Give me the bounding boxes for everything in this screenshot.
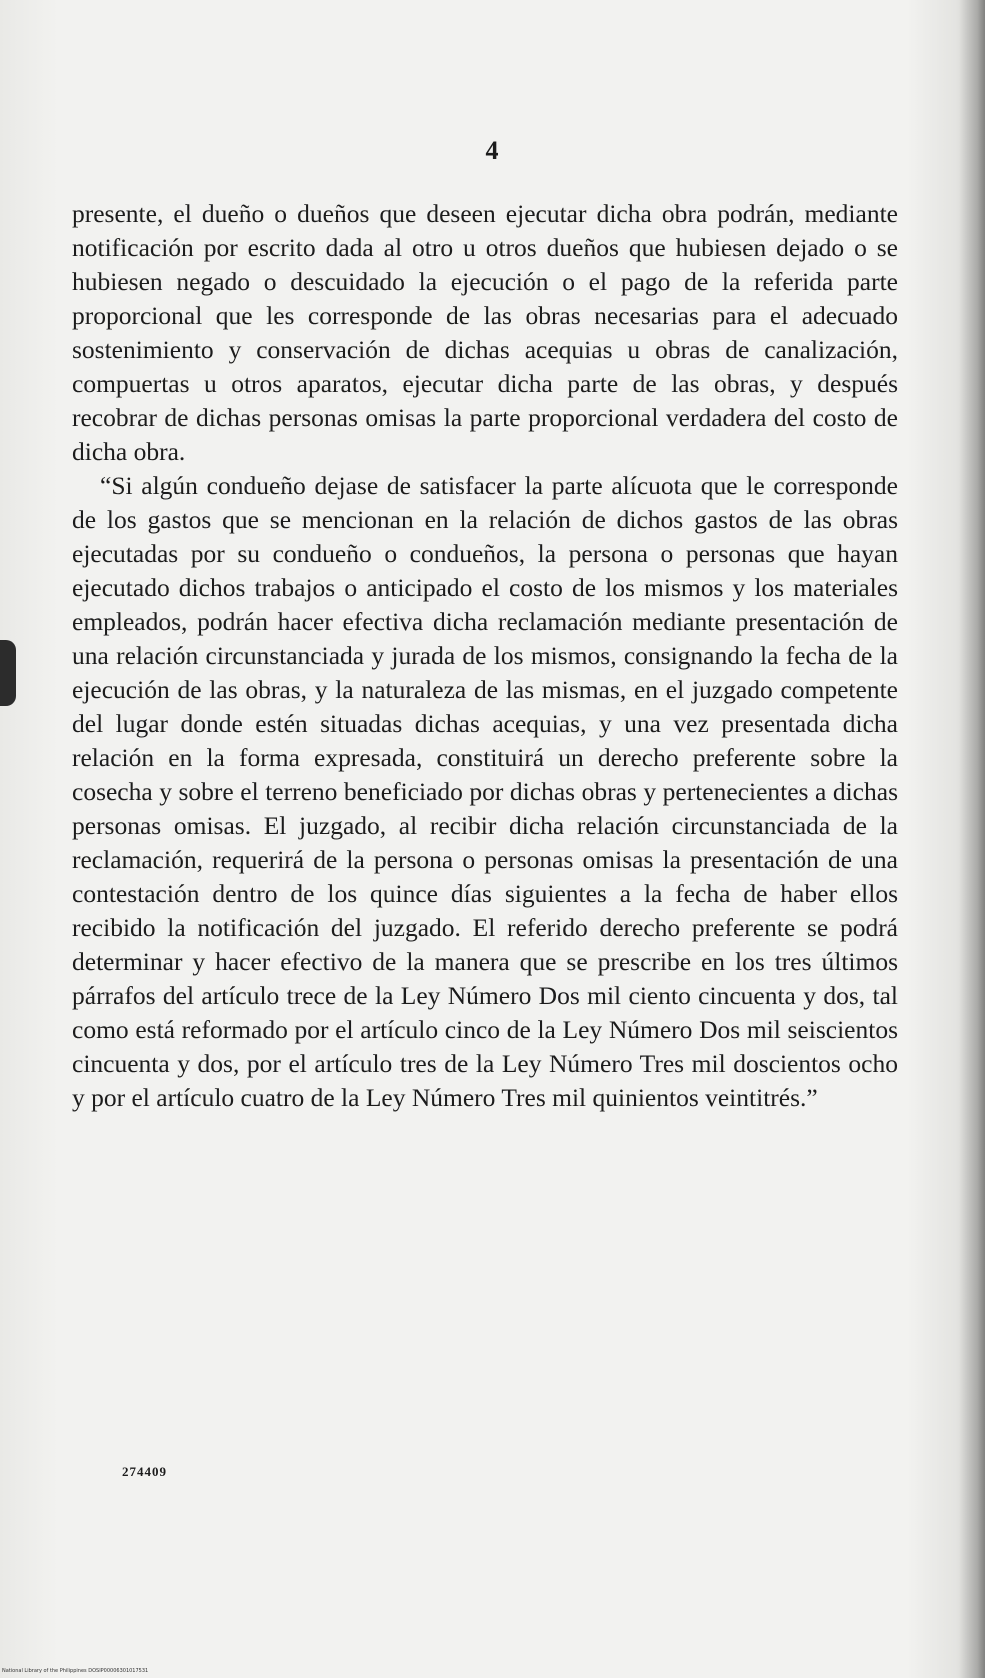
binding-tab-mark xyxy=(0,640,16,706)
print-code: 274409 xyxy=(122,1464,167,1479)
document-body xyxy=(72,197,898,1115)
scan-credit-footer: National Library of the Philippines DOSIP00006301017531 xyxy=(2,1668,149,1674)
page-number: 4 xyxy=(485,136,500,165)
paragraph-continuation: presente, el dueño o dueños que deseen ejecutar dicha obra podrán, mediante notificación por escrito dada al otro u otros dueños que hubiesen dejado o se hubiesen negado o descuidado la ejecución o el pago de la referida parte proporcional que les corresponde de las obras necesarias para el adecuado sostenimiento y conservación de dichas acequias u obras de canalización, compuertas u otros aparatos, ejecutar dicha parte de las obras, y después recobrar de dichas personas omisas la parte proporcional verdadera del costo de dicha obra. xyxy=(72,199,898,466)
paragraph-quoted-provision: “Si algún condueño dejase de satisfacer la parte alícuota que le corresponde de los gastos que se mencionan en la relación de dichos gastos de las obras ejecutadas por su condueño o condueños, la persona o personas que hayan ejecutado dichos trabajos o anticipado el costo de los mismos y los materiales empleados, podrán hacer efectiva dicha reclamación mediante presentación de una relación circunstanciada y jurada de los mismos, consignando la fecha de la ejecución de las obras, y la naturaleza de las mismas, en el juzgado competente del lugar donde estén situadas dichas acequias, y una vez presentada dicha relación en la forma expresada, constituirá un derecho preferente sobre la cosecha y sobre el terreno beneficiado por dichas obras y pertenecientes a dichas personas omisas. El juzgado, al recibir dicha relación circunstanciada de la reclamación, requerirá de la persona o personas omisas la presentación de una contestación dentro de los quince días siguientes a la fecha de haber ellos recibido la notificación del juzgado. El referido derecho preferente se podrá determinar y hacer efectivo de la manera que se prescribe en los tres últimos párrafos del artículo trece de la Ley Número Dos mil ciento cincuenta y dos, tal como está reformado por el artículo cinco de la Ley Número Dos mil seiscientos cincuenta y dos, por el artículo tres de la Ley Número Tres mil doscientos ocho y por el artículo cuatro de la Ley Número Tres mil quinientos veintitrés.” xyxy=(72,471,898,1112)
page-edge-shadow xyxy=(959,0,985,1678)
